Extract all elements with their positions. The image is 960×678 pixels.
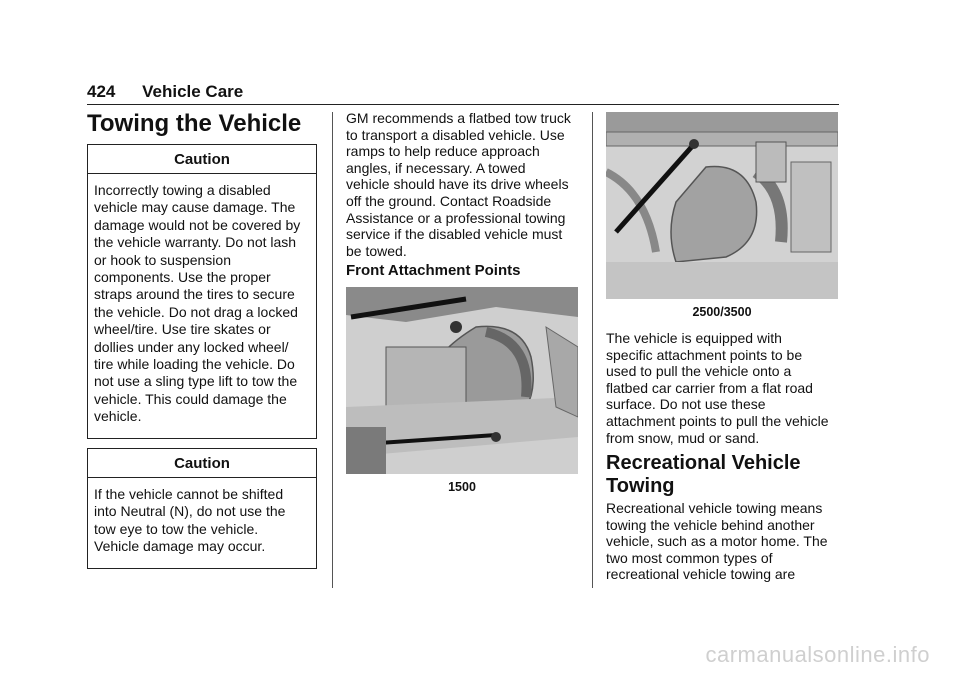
column-divider-1 (332, 112, 333, 588)
text-line: GM recommends a flatbed tow truck (346, 110, 571, 126)
front-attachment-heading: Front Attachment Points (346, 262, 521, 279)
text-line: recreational vehicle towing are (606, 566, 796, 583)
heading-line: Recreational Vehicle (606, 452, 801, 474)
figure-1500-caption: 1500 (448, 480, 476, 494)
caution-title: Caution (88, 449, 316, 478)
caution-line: into Neutral (N), do not use the (94, 503, 286, 520)
text-line: vehicle, such as a motor home. The (606, 533, 828, 550)
caution-line: If the vehicle cannot be shifted (94, 486, 284, 502)
caution-line: or hook to suspension (94, 251, 231, 268)
caution-line: Incorrectly towing a disabled (94, 182, 271, 198)
text-line: flatbed car carrier from a flat road (606, 379, 813, 396)
caution-line: dollies under any locked wheel/ (94, 338, 289, 355)
text-line: angles, if necessary. A towed (346, 159, 526, 176)
page-title: Towing the Vehicle (87, 110, 302, 137)
caution-line: tire while loading the vehicle. Do (94, 356, 295, 373)
figure-2500-3500-caption: 2500/3500 (692, 305, 752, 319)
page-number: 424 (87, 82, 116, 101)
text-line: from snow, mud or sand. (606, 429, 760, 446)
caution-line: tow eye to tow the vehicle. (94, 520, 259, 537)
text-line: towing the vehicle behind another (606, 516, 815, 533)
caution-line: the vehicle warranty. Do not lash (94, 234, 297, 251)
text-line: vehicle should have its drive wheels (346, 176, 569, 193)
caution-line: wheel/tire. Use tire skates or (94, 321, 271, 338)
text-line: be towed. (346, 242, 407, 259)
page-header (87, 82, 243, 102)
rv-towing-heading (606, 452, 801, 498)
column-divider-2 (592, 112, 593, 588)
caution-line: not use a sling type lift to tow the (94, 373, 298, 390)
caution-line: vehicle. This could damage the (94, 390, 287, 407)
caution-line: straps around the tires to secure (94, 286, 295, 303)
attachment-paragraph (606, 330, 846, 446)
caution-line: vehicle may cause damage. The (94, 199, 296, 216)
text-line: to transport a disabled vehicle. Use (346, 126, 565, 143)
text-line: ramps to help reduce approach (346, 143, 540, 160)
figure-2500-3500 (606, 112, 838, 299)
text-line: off the ground. Contact Roadside (346, 192, 552, 209)
caution-text (88, 174, 316, 438)
caution-line: vehicle. (94, 408, 142, 425)
text-line: Assistance or a professional towing (346, 209, 566, 226)
text-line: service if the disabled vehicle must (346, 226, 563, 243)
heading-line: Towing (606, 475, 675, 497)
caution-box-1 (87, 144, 317, 439)
rv-paragraph (606, 500, 846, 583)
caution-line: the vehicle. Do not drag a locked (94, 303, 298, 320)
caution-line: components. Use the proper (94, 269, 271, 286)
intro-paragraph (346, 110, 586, 259)
caution-line: Vehicle damage may occur. (94, 538, 266, 555)
caution-text (88, 478, 316, 568)
header-rule (87, 104, 839, 105)
section-title: Vehicle Care (142, 82, 244, 101)
text-line: attachment points to pull the vehicle (606, 412, 829, 429)
caution-line: damage would not be covered by (94, 216, 301, 233)
watermark: carmanualsonline.info (705, 642, 930, 667)
text-line: Recreational vehicle towing means (606, 500, 823, 516)
text-line: surface. Do not use these (606, 396, 766, 413)
text-line: specific attachment points to be (606, 346, 803, 363)
figure-1500 (346, 287, 578, 474)
text-line: two most common types of (606, 549, 773, 566)
text-line: used to pull the vehicle onto a (606, 363, 792, 380)
text-line: The vehicle is equipped with (606, 330, 782, 346)
caution-title: Caution (88, 145, 316, 174)
caution-box-2 (87, 448, 317, 569)
